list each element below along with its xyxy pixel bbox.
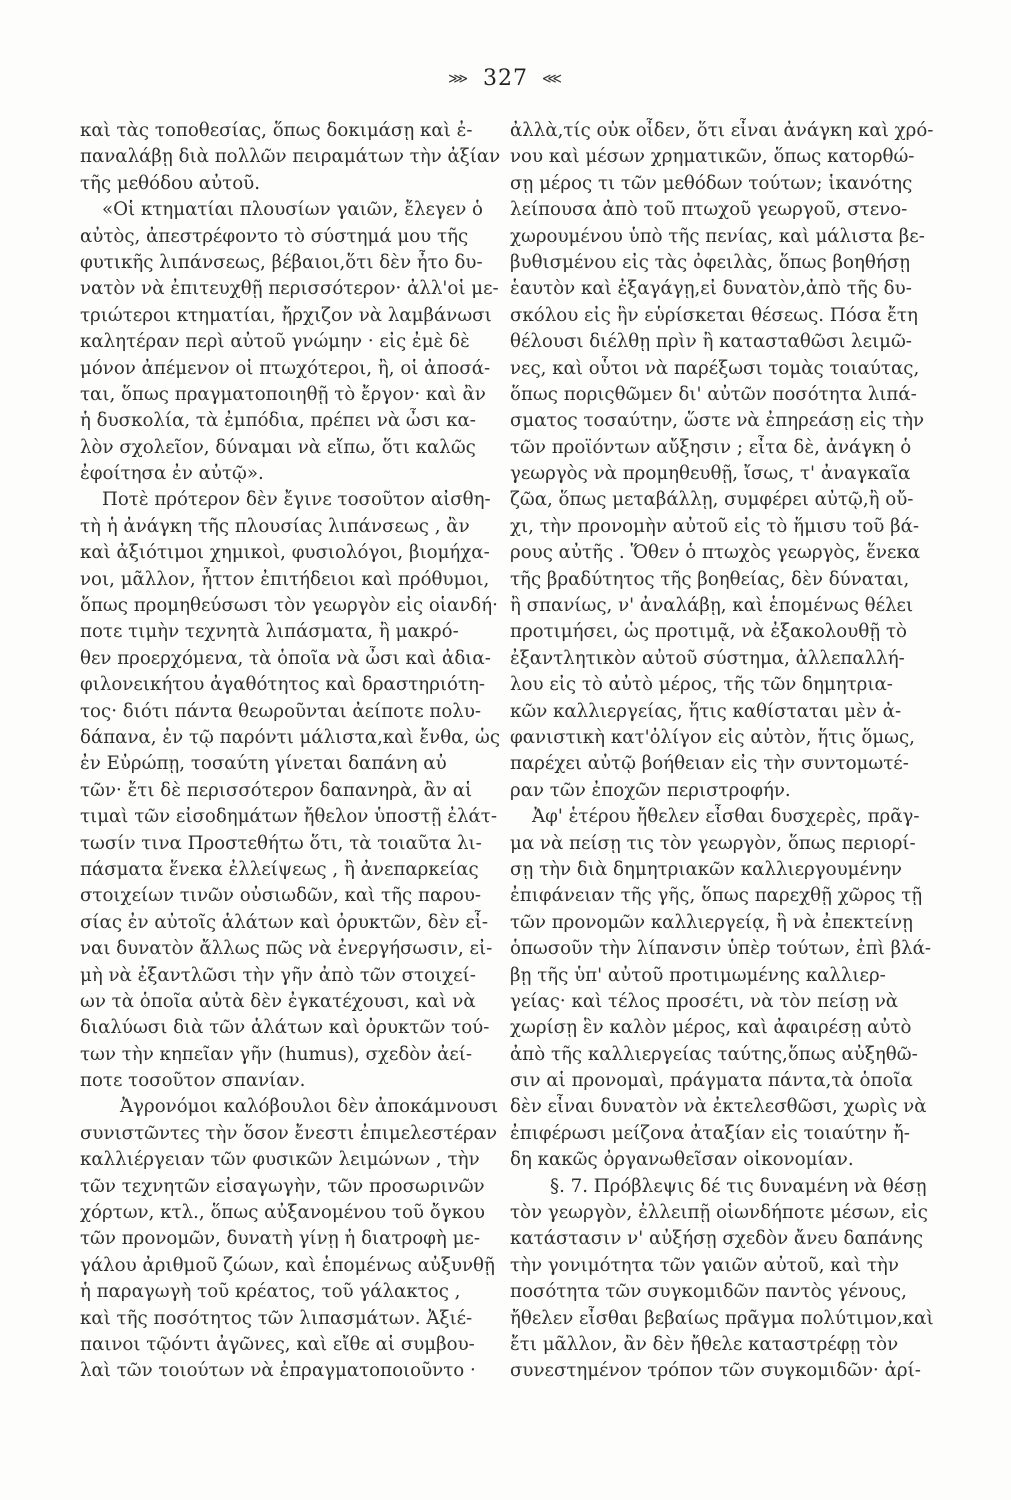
text-line: τῶν τεχνητῶν εἰσαγωγὴν, τῶν προσωρινῶν xyxy=(80,1175,485,1197)
text-line: Ποτὲ πρότερον δὲν ἔγινε τοσοῦτον αἰσθη- xyxy=(102,489,491,511)
text-line: βῃ τῆς ὑπ' αὐτοῦ προτιμωμένης καλλιερ- xyxy=(510,964,886,986)
text-line: σῃ τὴν διὰ δημητριακῶν καλλιεργουμένην xyxy=(510,858,902,880)
text-line: Ἀφ' ἑτέρου ἤθελεν εἶσθαι δυσχερὲς, πρᾶγ- xyxy=(532,806,920,828)
text-line: τὴ ἡ ἀνάγκη τῆς πλουσίας λιπάνσεως , ἂν xyxy=(80,515,470,537)
text-line: ἐν Εὐρώπῃ, τοσαύτη γίνεται δαπάνη αὐ xyxy=(80,753,447,775)
text-line: σίας ἐν αὐτοῖς ἁλάτων καὶ ὀρυκτῶν, δὲν εἶ- xyxy=(80,911,489,933)
text-line: ὅπως προμηθεύσωσι τὸν γεωργὸν εἰς οἱανδή· xyxy=(80,595,498,617)
text-line: παναλάβῃ διὰ πολλῶν πειραμάτων τὴν ἀξίαν xyxy=(80,146,501,168)
text-line: γείας· καὶ τέλος προσέτι, νὰ τὸν πείσῃ νὰ xyxy=(510,990,899,1012)
text-line: τωσίν τινα Προστεθήτω ὅτι, τὰ τοιαῦτα λι- xyxy=(80,832,482,854)
text-line: ποτε τοσοῦτον σπανίαν. xyxy=(80,1070,306,1092)
text-line: ἡ παραγωγὴ τοῦ κρέατος, τοῦ γάλακτος , xyxy=(80,1281,461,1303)
text-line: σκόλου εἰς ἣν εὑρίσκεται θέσεως. Πόσα ἔτη xyxy=(510,304,918,326)
text-line: παρέχει αὐτῷ βοήθειαν εἰς τὴν συντομωτέ- xyxy=(510,753,909,775)
text-line: τὸν γεωργὸν, ἐλλειπῇ οἱωνδήποτε μέσων, εἰς xyxy=(510,1202,928,1224)
text-line: δάπανα, ἐν τῷ παρόντι μάλιστα,καὶ ἔνθα, ὡς xyxy=(80,726,501,748)
text-line: χωρίσῃ ἓν καλὸν μέρος, καὶ ἀφαιρέσῃ αὐτὸ xyxy=(510,1017,912,1039)
text-line: φανιστικὴ κατ'ὀλίγον εἰς αὐτὸν, ἥτις ὅμως, xyxy=(510,726,915,748)
text-line: τῶν· ἔτι δὲ περισσότερον δαπανηρὰ, ἂν αἱ xyxy=(80,779,473,801)
page-header xyxy=(0,66,1011,91)
text-line: συνεστημένον τρόπον τῶν συγκομιδῶν· ἀρί- xyxy=(510,1360,921,1382)
text-line: ἡ δυσκολία, τὰ ἐμπόδια, πρέπει νὰ ὦσι κα- xyxy=(80,410,476,432)
text-line: ζῶα, ὅπως μεταβάλλῃ, συμφέρει αὐτῷ,ἢ οὔ- xyxy=(510,489,914,511)
text-line: καλλιέργειαν τῶν φυσικῶν λειμώνων , τὴν xyxy=(80,1149,480,1171)
text-line: πάσματα ἕνεκα ἐλλείψεως , ἢ ἀνεπαρκείας xyxy=(80,858,479,880)
text-line: ται, ὅπως πραγματοποιηθῇ τὸ ἔργον· καὶ ἂν xyxy=(80,383,486,405)
left-text-column xyxy=(80,118,508,1385)
text-line: δη κακῶς ὀργανωθεῖσαν οἰκονομίαν. xyxy=(510,1149,854,1171)
text-line: μα νὰ πείσῃ τις τὸν γεωργὸν, ὅπως περιορί- xyxy=(510,832,916,854)
text-line: βυθισμένου εἰς τὰς ὀφειλὰς, ὅπως βοηθήσῃ xyxy=(510,251,911,273)
text-line: δὲν εἶναι δυνατὸν νὰ ἐκτελεσθῶσι, χωρὶς νὰ xyxy=(510,1096,927,1118)
text-line: λου εἰς τὸ αὐτὸ μέρος, τῆς τῶν δημητρια- xyxy=(510,674,893,696)
text-line: ναι δυνατὸν ἄλλως πῶς νὰ ἐνεργήσωσιν, εἰ- xyxy=(80,938,493,960)
text-line: μόνον ἀπέμενον οἱ πτωχότεροι, ἢ, οἱ ἀποσά- xyxy=(80,357,491,379)
text-line: ἐξαντλητικὸν αὐτοῦ σύστημα, ἀλλεπαλλή- xyxy=(510,647,905,669)
text-line: συνιστῶντες τὴν ὅσον ἔνεστι ἐπιμελεστέραν xyxy=(80,1122,498,1144)
text-line: σιν αἱ προνομαὶ, πράγματα πάντα,τὰ ὁποῖα xyxy=(510,1070,913,1092)
text-line: ων τὰ ὁποῖα αὐτὰ δὲν ἐγκατέχουσι, καὶ νὰ xyxy=(80,990,476,1012)
text-line: θεν προερχόμενα, τὰ ὁποῖα νὰ ὦσι καὶ ἀδια- xyxy=(80,647,491,669)
text-line: νες, καὶ οὗτοι νὰ παρέξωσι τομὰς τοιαύτας, xyxy=(510,357,920,379)
text-line: ποτε τιμὴν τεχνητὰ λιπάσματα, ἢ μακρό- xyxy=(80,621,459,643)
text-line: «Οἱ κτηματίαι πλουσίων γαιῶν, ἔλεγεν ὁ xyxy=(102,199,483,221)
text-line: λείπουσα ἀπὸ τοῦ πτωχοῦ γεωργοῦ, στενο- xyxy=(510,199,908,221)
left-ornament-icon: ⋙ xyxy=(448,71,469,87)
text-line: ἢ σπανίως, ν' ἀναλάβῃ, καὶ ἑπομένως θέλει xyxy=(510,595,914,617)
text-line: κῶν καλλιεργείας, ἥτις καθίσταται μὲν ἀ- xyxy=(510,700,902,722)
text-line: νοι, μᾶλλον, ἧττον ἐπιτήδειοι καὶ πρόθυμοι, xyxy=(80,568,490,590)
text-line: §. 7. Πρόβλεψις δέ τις δυναμένη νὰ θέσῃ xyxy=(550,1175,927,1197)
text-line: καὶ τῆς ποσότητος τῶν λιπασμάτων. Ἀξιέ- xyxy=(80,1307,473,1329)
text-line: ρους αὐτῆς . Ὅθεν ὁ πτωχὸς γεωργὸς, ἕνεκα xyxy=(510,542,921,564)
text-line: τὴν γονιμότητα τῶν γαιῶν αὐτοῦ, καὶ τὴν xyxy=(510,1254,899,1276)
text-line: γεωργὸς νὰ προμηθευθῇ, ἴσως, τ' ἀναγκαῖα xyxy=(510,463,911,485)
text-line: στοιχείων τινῶν οὐσιωδῶν, καὶ τῆς παρου- xyxy=(80,885,482,907)
text-line: ἀπὸ τῆς καλλιεργείας ταύτης,ὅπως αὐξηθῶ- xyxy=(510,1043,918,1065)
right-ornament-icon: ⋘ xyxy=(542,71,563,87)
text-line: χόρτων, κτλ., ὅπως αὐξανομένου τοῦ ὄγκου xyxy=(80,1202,485,1224)
text-line: ἑαυτὸν καὶ ἐξαγάγῃ,εἰ δυνατὸν,ἀπὸ τῆς δυ- xyxy=(510,278,912,300)
text-line: ποσότητα τῶν συγκομιδῶν παντὸς γένους, xyxy=(510,1281,907,1303)
text-line: τος· διότι πάντα θεωροῦνται ἀείποτε πολυ- xyxy=(80,700,482,722)
text-line: ἀλλὰ,τίς οὐκ οἶδεν, ὅτι εἶναι ἀνάγκη καὶ χρό- xyxy=(510,120,934,141)
text-line: των τὴν κηπεῖαν γῆν (humus), σχεδὸν ἀεί- xyxy=(80,1043,473,1065)
text-line: καὶ ἀξιότιμοι χημικοὶ, φυσιολόγοι, βιομήχα- xyxy=(80,542,490,564)
text-line: χωρουμένου ὑπὸ τῆς πενίας, καὶ μάλιστα βε- xyxy=(510,225,925,247)
right-text-column xyxy=(510,118,942,1385)
text-line: καλητέραν περὶ αὐτοῦ γνώμην · εἰς ἐμὲ δὲ xyxy=(80,331,470,353)
text-line: προτιμήσει, ὡς προτιμᾷ, νὰ ἐξακολουθῇ τὸ xyxy=(510,621,907,643)
text-line: ραν τῶν ἐποχῶν περιστροφήν. xyxy=(510,779,791,801)
text-line: ἐπιφέρωσι μείζονα ἀταξίαν εἰς τοιαύτην ἤ- xyxy=(510,1122,910,1144)
page-number: 327 xyxy=(483,66,528,91)
text-line: κατάστασιν ν' αὐξήσῃ σχεδὸν ἄνευ δαπάνης xyxy=(510,1228,924,1250)
text-line: γάλου ἀριθμοῦ ζώων, καὶ ἑπομένως αὐξυνθῇ xyxy=(80,1254,495,1276)
text-line: ἐπιφάνειαν τῆς γῆς, ὅπως παρεχθῇ χῶρος τῇ xyxy=(510,885,923,907)
text-line: ἐφοίτησα ἐν αὐτῷ». xyxy=(80,463,264,485)
text-line: διαλύωσι διὰ τῶν ἁλάτων καὶ ὀρυκτῶν τού- xyxy=(80,1017,490,1039)
text-line: τριώτεροι κτηματίαι, ἤρχιζον νὰ λαμβάνωσι xyxy=(80,304,492,326)
text-line: νου καὶ μέσων χρηματικῶν, ὅπως κατορθώ- xyxy=(510,146,915,168)
text-line: σματος τοσαύτην, ὥστε νὰ ἐπηρεάσῃ εἰς τὴν xyxy=(510,410,925,432)
text-line: καὶ τὰς τοποθεσίας, ὅπως δοκιμάσῃ καὶ ἐ- xyxy=(80,120,473,141)
text-line: θέλουσι διέλθῃ πρὶν ἢ κατασταθῶσι λειμῶ- xyxy=(510,331,912,353)
text-line: φυτικῆς λιπάνσεως, βέβαιοι,ὅτι δὲν ἦτο δυ- xyxy=(80,251,483,273)
text-line: σῃ μέρος τι τῶν μεθόδων τούτων; ἱκανότης xyxy=(510,172,913,194)
text-line: χι, τὴν προνομὴν αὐτοῦ εἰς τὸ ἥμισυ τοῦ βά- xyxy=(510,515,920,537)
text-line: Ἀγρονόμοι καλόβουλοι δὲν ἀποκάμνουσι xyxy=(120,1096,499,1118)
text-line: φιλονεικήτου ἀγαθότητος καὶ δραστηριότη- xyxy=(80,674,486,696)
text-line: ἤθελεν εἶσθαι βεβαίως πρᾶγμα πολύτιμον,καὶ xyxy=(510,1307,934,1329)
text-line: τῆς μεθόδου αὐτοῦ. xyxy=(80,172,260,194)
text-line: μὴ νὰ ἐξαντλῶσι τὴν γῆν ἀπὸ τῶν στοιχεί- xyxy=(80,964,476,986)
text-line: τῶν προϊόντων αὔξησιν ; εἶτα δὲ, ἀνάγκη ὁ xyxy=(510,436,912,458)
text-line: τιμαὶ τῶν εἰσοδημάτων ἤθελον ὑποστῇ ἐλάτ- xyxy=(80,806,498,828)
text-line: λαὶ τῶν τοιούτων νὰ ἐπραγματοποιοῦντο · xyxy=(80,1360,476,1382)
text-line: παινοι τῷόντι ἀγῶνες, καὶ εἴθε αἱ συμβου- xyxy=(80,1333,475,1355)
text-line: ὅπως ποριςθῶμεν δι' αὐτῶν ποσότητα λιπά- xyxy=(510,383,917,405)
text-line: τῶν προνομῶν, δυνατὴ γίνῃ ἡ διατροφὴ με- xyxy=(80,1228,480,1250)
text-line: αὐτὸς, ἀπεστρέφοντο τὸ σύστημά μου τῆς xyxy=(80,225,469,247)
text-line: νατὸν νὰ ἐπιτευχθῇ περισσότερον· ἀλλ'οἱ με- xyxy=(80,278,499,300)
text-line: τῶν προνομῶν καλλιεργείᾳ, ἢ νὰ ἐπεκτείνῃ xyxy=(510,911,913,933)
text-line: τῆς βραδύτητος τῆς βοηθείας, δὲν δύναται, xyxy=(510,568,910,590)
text-line: ὁπωσοῦν τὴν λίπανσιν ὑπὲρ τούτων, ἐπὶ βλά- xyxy=(510,938,932,960)
text-line: ἔτι μᾶλλον, ἂν δὲν ἤθελε καταστρέφῃ τὸν xyxy=(510,1333,899,1355)
text-line: λὸν σχολεῖον, δύναμαι νὰ εἴπω, ὅτι καλῶς xyxy=(80,436,476,458)
